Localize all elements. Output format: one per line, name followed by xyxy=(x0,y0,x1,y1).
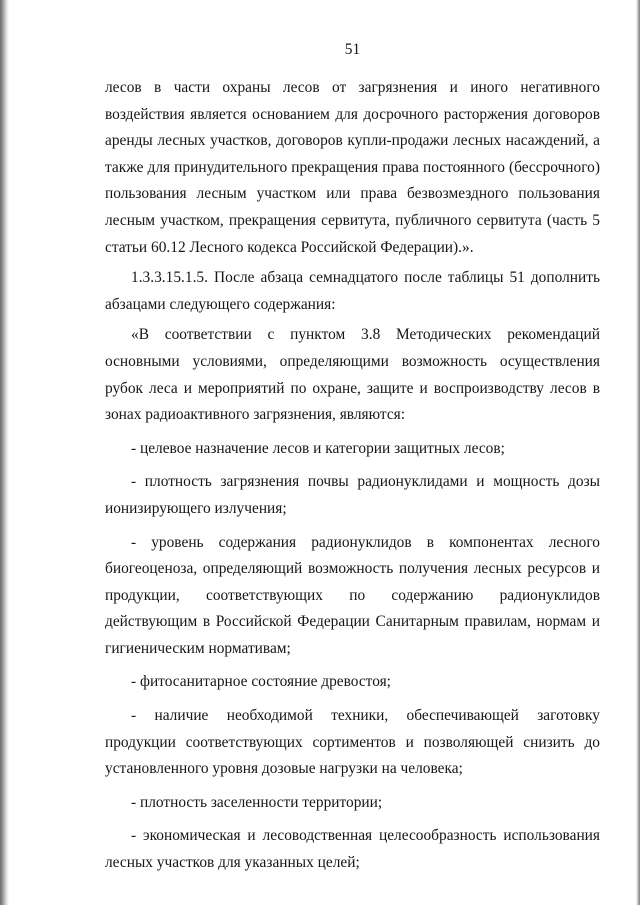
scan-edge-left xyxy=(0,0,9,905)
document-body xyxy=(105,75,600,877)
list-item-purpose: - целевое назначение лесов и категории защитных лесов; xyxy=(131,439,505,457)
list-item-radionuclide-level: - уровень содержания радионуклидов в компонентах лесного биогеоценоза, определяющий возможность получения лесных ресурсов и продукции, соответствующих по содержанию радионуклидов действующим в Российской Федерации Санитарным правилам, нормам и гигиеническим нормативам; xyxy=(105,533,600,657)
paragraph-forest-protection-continuation: лесов в части охраны лесов от загрязнения и иного негативного воздействия является основанием для досрочного расторжения договоров аренды лесных участков, договоров купли-продажи лесных насаждений, а также для принудительного прекращения права постоянного (бессрочного) пользования лесным участком или права безвозмездного пользования лесным участком, прекращения сервитута, публичного сервитута (часть 5 статьи 60.12 Лесного кодекса Российской Федерации).». xyxy=(105,79,600,256)
paragraph-amendment-instruction: 1.3.3.15.1.5. После абзаца семнадцатого после таблицы 51 дополнить абзацами следующего содержания: xyxy=(105,269,600,313)
page-number: 51 xyxy=(344,41,361,58)
list-item-equipment: - наличие необходимой техники, обеспечивающей заготовку продукции соответствующих сортиментов и позволяющей снизить до установленного уровня дозовые нагрузки на человека; xyxy=(105,707,600,778)
list-item-contamination-density: - плотность загрязнения почвы радионуклидами и мощность дозы ионизирующего излучения; xyxy=(105,473,600,517)
list-item-phytosanitary: - фитосанитарное состояние древостоя; xyxy=(131,673,391,691)
list-item-economic-feasibility: - экономическая и лесоводственная целесообразность использования лесных участков для указанных целей; xyxy=(105,827,600,872)
scan-edge-right xyxy=(636,0,640,905)
paragraph-conditions-intro: «В соответствии с пунктом 3.8 Методических рекомендаций основными условиями, определяющими возможность осуществления рубок леса и мероприятий по охране, защите и воспроизводству лесов в зонах радиоактивного загрязнения, являются: xyxy=(105,326,600,424)
list-item-population-density: - плотность заселенности территории; xyxy=(131,793,383,811)
